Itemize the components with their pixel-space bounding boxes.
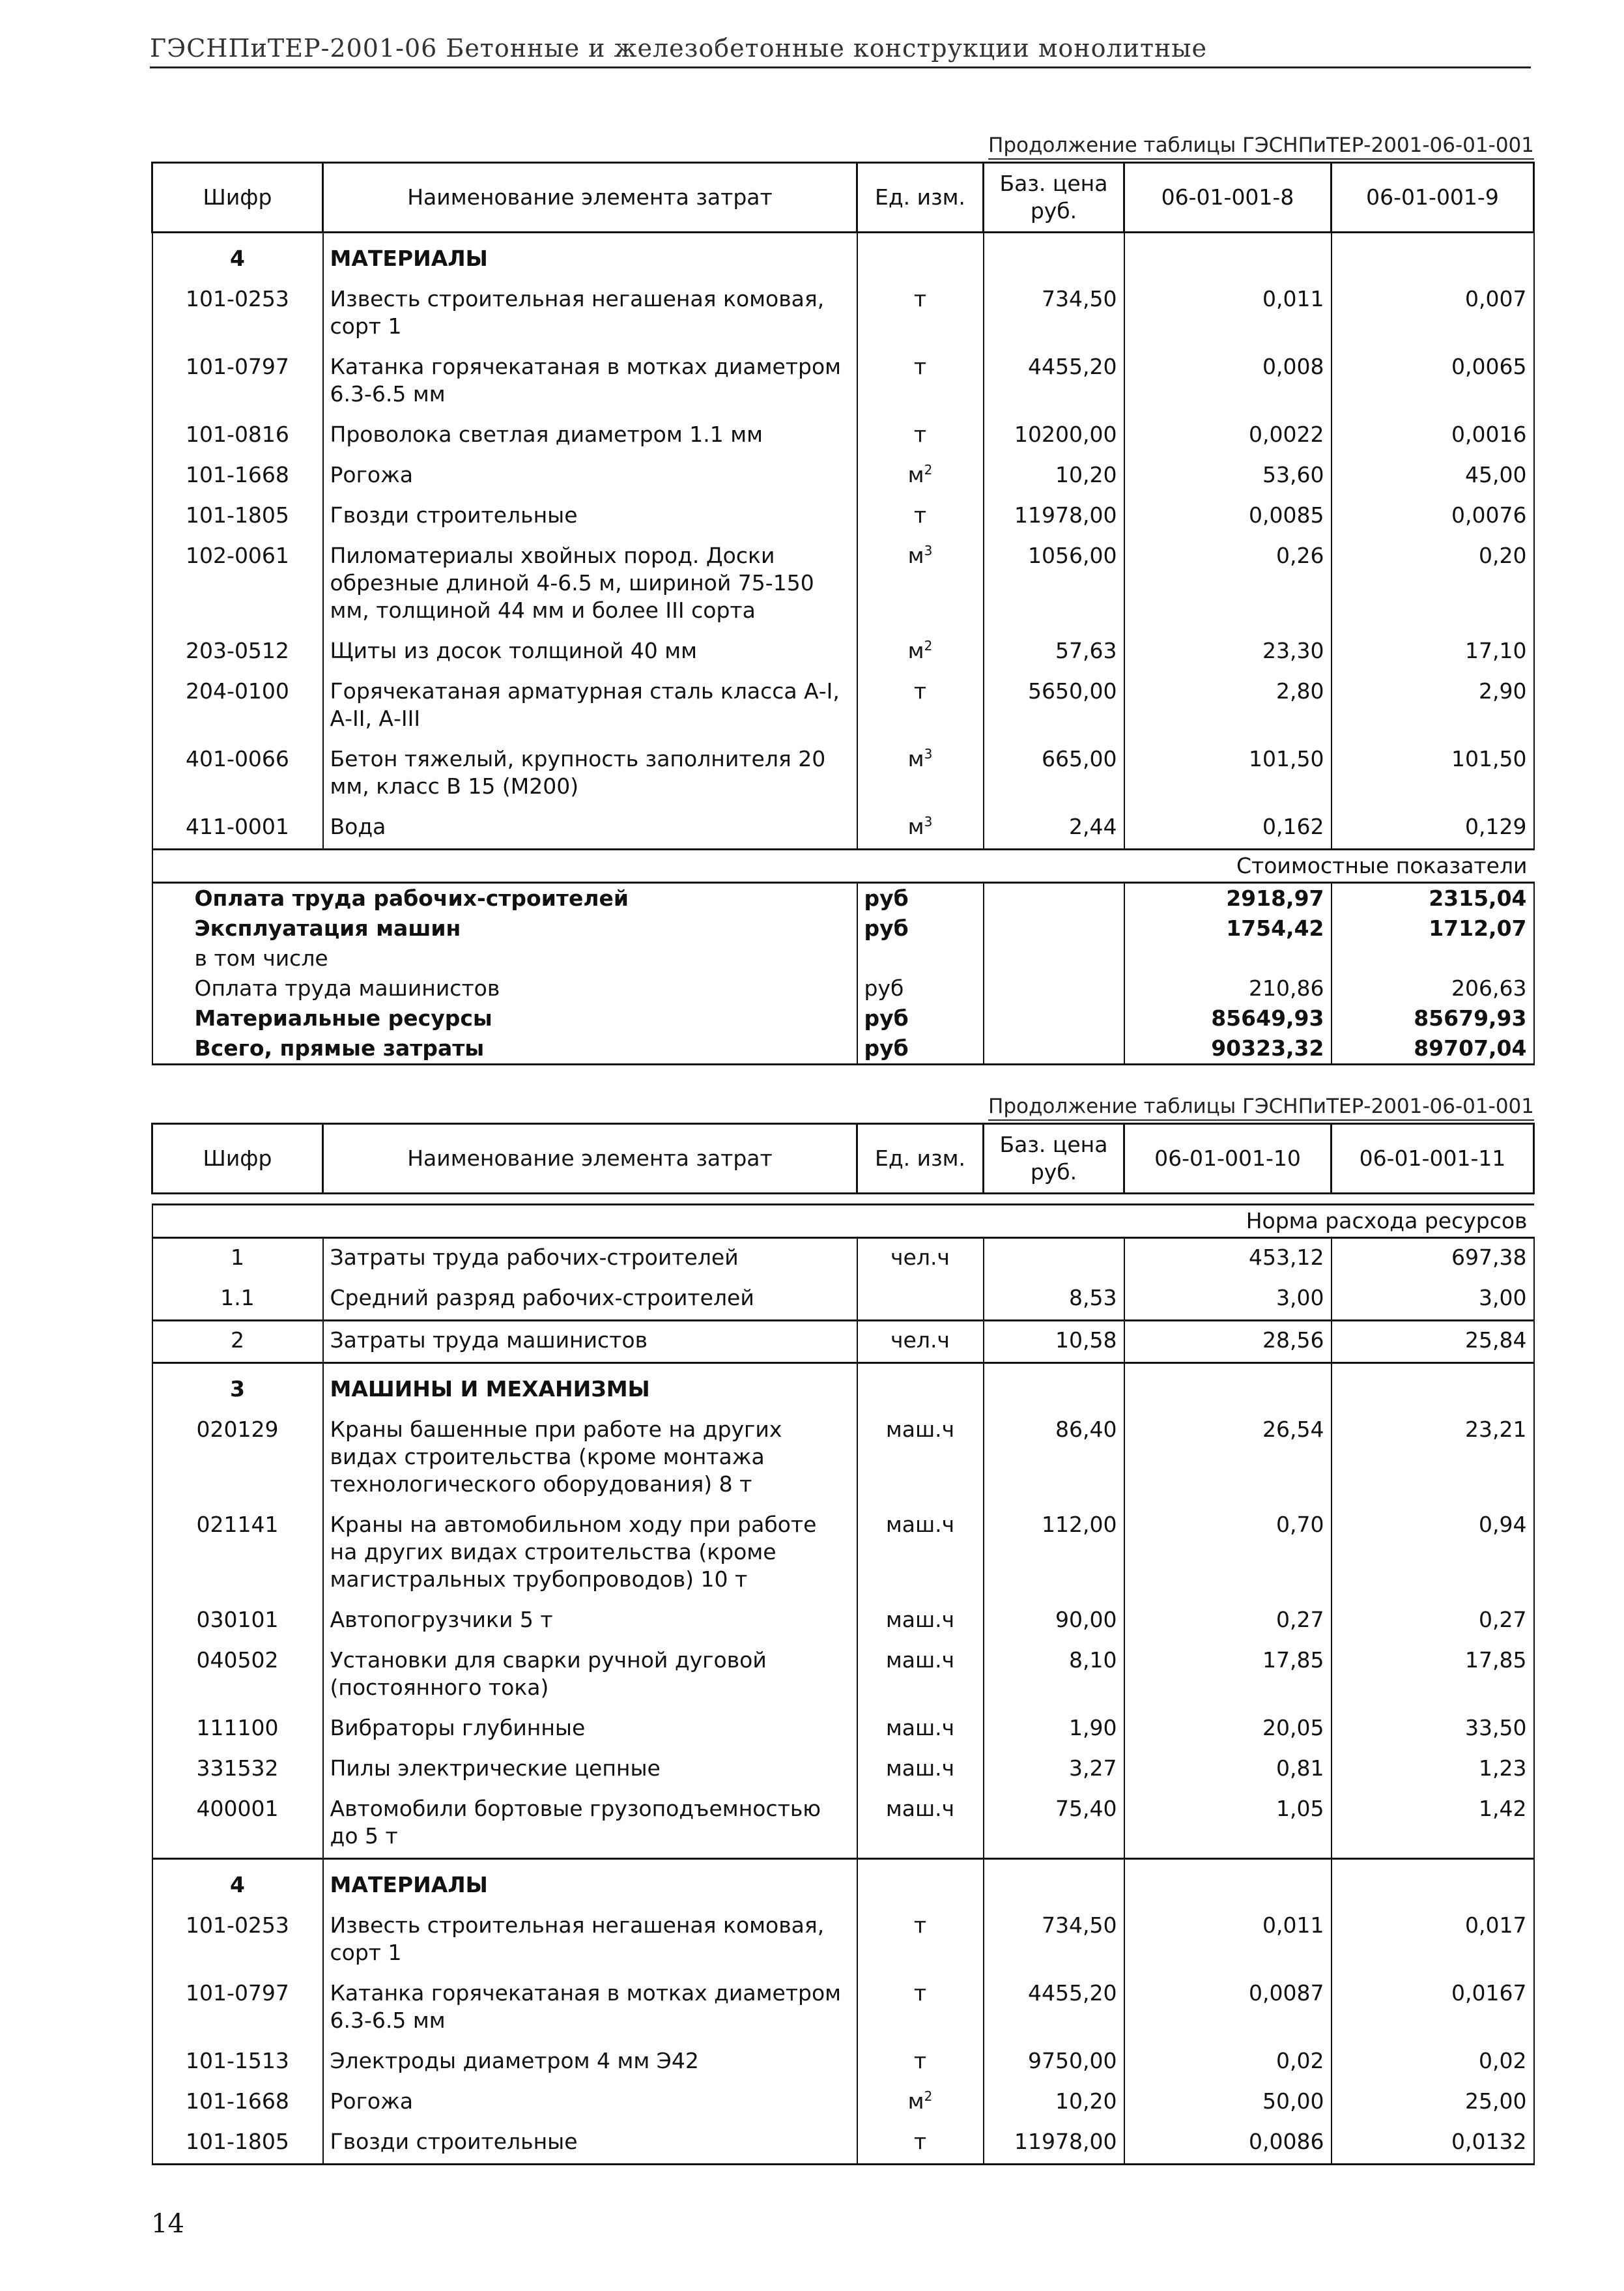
section-heading-row bbox=[152, 233, 1534, 281]
norm-value-a: 28,56 bbox=[1124, 1321, 1332, 1363]
resource-code: 331532 bbox=[152, 1750, 323, 1790]
unit-cell bbox=[857, 1907, 984, 1974]
unit-text: м bbox=[907, 814, 924, 839]
table-row bbox=[152, 1411, 1534, 1506]
col-header-name: Наименование элемента затрат bbox=[323, 163, 857, 233]
resource-name: Затраты труда машинистов bbox=[323, 1321, 857, 1363]
resource-name: Затраты труда рабочих-строителей bbox=[323, 1238, 857, 1280]
unit-cell bbox=[857, 1601, 984, 1641]
col-header-price: Баз. цена руб. bbox=[984, 1124, 1124, 1194]
base-price: 10,20 bbox=[984, 456, 1124, 497]
base-price: 8,10 bbox=[984, 1641, 1124, 1709]
unit-cell bbox=[857, 1321, 984, 1363]
norm-value-b: 697,38 bbox=[1332, 1238, 1534, 1280]
resource-name: Катанка горячекатаная в мотках диаметром 6.3-6.5 мм bbox=[323, 348, 857, 416]
cost-value-a bbox=[1124, 944, 1332, 973]
page-number: 14 bbox=[151, 2209, 184, 2239]
resource-name: Известь строительная негашеная комовая, сорт 1 bbox=[323, 1907, 857, 1974]
empty-cell bbox=[857, 233, 984, 281]
cost-value-a: 210,86 bbox=[1124, 973, 1332, 1003]
cost-row bbox=[152, 1003, 1534, 1033]
norm-value-a: 0,27 bbox=[1124, 1601, 1332, 1641]
resource-name: Пилы электрические цепные bbox=[323, 1750, 857, 1790]
unit-text: м bbox=[907, 638, 924, 663]
base-price: 112,00 bbox=[984, 1506, 1124, 1601]
unit-exponent: 2 bbox=[924, 638, 933, 654]
unit-cell bbox=[857, 2082, 984, 2123]
cost-row bbox=[152, 1033, 1534, 1065]
base-price: 75,40 bbox=[984, 1790, 1124, 1859]
unit-cell bbox=[857, 456, 984, 497]
table-row bbox=[152, 537, 1534, 632]
resource-code: 101-1805 bbox=[152, 2123, 323, 2165]
cost-label: Оплата труда машинистов bbox=[152, 973, 857, 1003]
norm-value-a: 0,0085 bbox=[1124, 497, 1332, 537]
unit-cell bbox=[857, 1238, 984, 1280]
norm-value-b: 0,0076 bbox=[1332, 497, 1534, 537]
cost-indicators-heading bbox=[152, 850, 1534, 883]
section-title: МАТЕРИАЛЫ bbox=[323, 1859, 857, 1907]
norm-value-b: 0,02 bbox=[1332, 2042, 1534, 2082]
norm-value-b: 45,00 bbox=[1332, 456, 1534, 497]
resource-code: 101-1668 bbox=[152, 2082, 323, 2123]
resource-code: 101-1805 bbox=[152, 497, 323, 537]
unit-text: м bbox=[907, 2088, 924, 2114]
unit-cell bbox=[857, 1411, 984, 1506]
base-price: 11978,00 bbox=[984, 497, 1124, 537]
cost-row bbox=[152, 883, 1534, 914]
norm-value-a: 23,30 bbox=[1124, 632, 1332, 672]
table-row bbox=[152, 808, 1534, 850]
cost-value-a: 1754,42 bbox=[1124, 914, 1332, 944]
cost-value-b bbox=[1332, 944, 1534, 973]
norm-value-a: 50,00 bbox=[1124, 2082, 1332, 2123]
resource-code: 101-0797 bbox=[152, 1974, 323, 2042]
unit-cell bbox=[857, 1750, 984, 1790]
section-heading-row bbox=[152, 1363, 1534, 1411]
resource-name: Краны башенные при работе на других видах строительства (кроме монтажа технологического оборудования) 8 т bbox=[323, 1411, 857, 1506]
unit-text: т bbox=[913, 2129, 927, 2154]
cost-label: Эксплуатация машин bbox=[152, 914, 857, 944]
cost-value-b: 1712,07 bbox=[1332, 914, 1534, 944]
base-price: 4455,20 bbox=[984, 348, 1124, 416]
table-row bbox=[152, 348, 1534, 416]
cost-value-b: 206,63 bbox=[1332, 973, 1534, 1003]
unit-text: маш.ч bbox=[885, 1417, 955, 1442]
resource-name: Проволока светлая диаметром 1.1 мм bbox=[323, 416, 857, 456]
norm-value-a: 0,162 bbox=[1124, 808, 1332, 850]
table-row bbox=[152, 497, 1534, 537]
empty-cell bbox=[1124, 1859, 1332, 1907]
table-row bbox=[152, 1790, 1534, 1859]
norm-value-a: 0,81 bbox=[1124, 1750, 1332, 1790]
cost-unit: руб bbox=[857, 914, 984, 944]
base-price: 11978,00 bbox=[984, 2123, 1124, 2165]
unit-text: маш.ч bbox=[885, 1647, 955, 1673]
subheading-cell: Норма расхода ресурсов bbox=[152, 1205, 1534, 1238]
unit-cell bbox=[857, 1506, 984, 1601]
unit-text: м bbox=[907, 462, 924, 487]
empty-cell bbox=[1124, 233, 1332, 281]
resource-code: 1.1 bbox=[152, 1279, 323, 1321]
norm-value-b: 17,10 bbox=[1332, 632, 1534, 672]
norm-value-b: 25,00 bbox=[1332, 2082, 1534, 2123]
norm-value-b: 25,84 bbox=[1332, 1321, 1534, 1363]
cost-value-a: 2918,97 bbox=[1124, 883, 1332, 914]
unit-text: т bbox=[913, 1980, 927, 2006]
norm-value-a: 53,60 bbox=[1124, 456, 1332, 497]
norm-value-a: 1,05 bbox=[1124, 1790, 1332, 1859]
norm-value-a: 0,70 bbox=[1124, 1506, 1332, 1601]
unit-text: т bbox=[913, 286, 927, 311]
table-row bbox=[152, 1601, 1534, 1641]
resource-name: Катанка горячекатаная в мотках диаметром 6.3-6.5 мм bbox=[323, 1974, 857, 2042]
table-row bbox=[152, 1974, 1534, 2042]
col-header-code: Шифр bbox=[152, 163, 323, 233]
resource-code: 111100 bbox=[152, 1709, 323, 1750]
unit-text: маш.ч bbox=[885, 1715, 955, 1740]
unit-exponent: 3 bbox=[924, 746, 933, 762]
section-number: 4 bbox=[152, 1859, 323, 1907]
table-row bbox=[152, 740, 1534, 808]
cost-row bbox=[152, 973, 1534, 1003]
empty-cell bbox=[984, 1363, 1124, 1411]
base-price: 9750,00 bbox=[984, 2042, 1124, 2082]
norm-value-a: 26,54 bbox=[1124, 1411, 1332, 1506]
base-price: 2,44 bbox=[984, 808, 1124, 850]
resource-name: Краны на автомобильном ходу при работе на других видах строительства (кроме магистральных трубопроводов) 10 т bbox=[323, 1506, 857, 1601]
base-price: 10,58 bbox=[984, 1321, 1124, 1363]
base-price: 734,50 bbox=[984, 1907, 1124, 1974]
resource-code: 101-0253 bbox=[152, 280, 323, 348]
unit-cell bbox=[857, 632, 984, 672]
base-price: 90,00 bbox=[984, 1601, 1124, 1641]
table-row bbox=[152, 2123, 1534, 2165]
col-header-unit: Ед. изм. bbox=[857, 163, 984, 233]
empty-cell bbox=[1332, 233, 1534, 281]
section-title: МАТЕРИАЛЫ bbox=[323, 233, 857, 281]
unit-text: маш.ч bbox=[885, 1512, 955, 1537]
unit-cell bbox=[857, 2123, 984, 2165]
norm-value-b: 0,27 bbox=[1332, 1601, 1534, 1641]
resource-table-1 bbox=[151, 162, 1535, 1065]
resource-code: 101-0253 bbox=[152, 1907, 323, 1974]
unit-cell bbox=[857, 808, 984, 850]
unit-cell bbox=[857, 1974, 984, 2042]
cost-row bbox=[152, 944, 1534, 973]
col-header-variant-b: 06-01-001-9 bbox=[1332, 163, 1534, 233]
norm-value-a: 0,011 bbox=[1124, 1907, 1332, 1974]
resource-name: Бетон тяжелый, крупность заполнителя 20 мм, класс В 15 (М200) bbox=[323, 740, 857, 808]
unit-cell bbox=[857, 280, 984, 348]
unit-text: м bbox=[907, 543, 924, 568]
norm-value-a: 2,80 bbox=[1124, 672, 1332, 740]
norm-value-b: 0,20 bbox=[1332, 537, 1534, 632]
norm-value-b: 0,94 bbox=[1332, 1506, 1534, 1601]
base-price: 57,63 bbox=[984, 632, 1124, 672]
norm-value-b: 0,0016 bbox=[1332, 416, 1534, 456]
empty-cell bbox=[1124, 1363, 1332, 1411]
norm-value-b: 0,0132 bbox=[1332, 2123, 1534, 2165]
col-header-variant-a: 06-01-001-10 bbox=[1124, 1124, 1332, 1194]
cost-label: в том числе bbox=[152, 944, 857, 973]
unit-cell bbox=[857, 497, 984, 537]
table-row bbox=[152, 672, 1534, 740]
resource-code: 040502 bbox=[152, 1641, 323, 1709]
table-row bbox=[152, 280, 1534, 348]
resource-name: Вибраторы глубинные bbox=[323, 1709, 857, 1750]
cost-label: Всего, прямые затраты bbox=[152, 1033, 857, 1065]
resource-name: Рогожа bbox=[323, 2082, 857, 2123]
norm-value-a: 0,0086 bbox=[1124, 2123, 1332, 2165]
base-price bbox=[984, 1238, 1124, 1280]
norm-value-b: 2,90 bbox=[1332, 672, 1534, 740]
unit-text: чел.ч bbox=[890, 1327, 950, 1353]
base-price: 665,00 bbox=[984, 740, 1124, 808]
norm-heading bbox=[152, 1205, 1534, 1238]
unit-cell bbox=[857, 2042, 984, 2082]
cost-unit: руб bbox=[857, 973, 984, 1003]
cost-unit: руб bbox=[857, 1003, 984, 1033]
table-row bbox=[152, 1907, 1534, 1974]
resource-code: 204-0100 bbox=[152, 672, 323, 740]
norm-value-b: 0,0167 bbox=[1332, 1974, 1534, 2042]
resource-code: 401-0066 bbox=[152, 740, 323, 808]
base-price: 10200,00 bbox=[984, 416, 1124, 456]
table-row bbox=[152, 2042, 1534, 2082]
empty-cell bbox=[984, 914, 1124, 944]
subheading-cell: Стоимостные показатели bbox=[152, 850, 1534, 883]
empty-cell bbox=[984, 973, 1124, 1003]
resource-name: Известь строительная негашеная комовая, сорт 1 bbox=[323, 280, 857, 348]
table-row bbox=[152, 1641, 1534, 1709]
norm-value-a: 3,00 bbox=[1124, 1279, 1332, 1321]
table-row bbox=[152, 1238, 1534, 1280]
table-row bbox=[152, 632, 1534, 672]
norm-value-b: 23,21 bbox=[1332, 1411, 1534, 1506]
unit-exponent: 2 bbox=[924, 2088, 933, 2104]
table-row bbox=[152, 2082, 1534, 2123]
unit-text: т bbox=[913, 2048, 927, 2073]
table-row bbox=[152, 1279, 1534, 1321]
empty-cell bbox=[984, 944, 1124, 973]
unit-text: т bbox=[913, 678, 927, 704]
norm-value-a: 0,0087 bbox=[1124, 1974, 1332, 2042]
empty-cell bbox=[984, 1859, 1124, 1907]
base-price: 8,53 bbox=[984, 1279, 1124, 1321]
unit-text: маш.ч bbox=[885, 1796, 955, 1821]
empty-cell bbox=[857, 1363, 984, 1411]
unit-text: т bbox=[913, 422, 927, 447]
resource-code: 101-0816 bbox=[152, 416, 323, 456]
table2-caption: Продолжение таблицы ГЭСНПиТЕР-2001-06-01-001 bbox=[988, 1095, 1534, 1121]
col-header-variant-a: 06-01-001-8 bbox=[1124, 163, 1332, 233]
norm-value-b: 0,0065 bbox=[1332, 348, 1534, 416]
norm-value-a: 0,011 bbox=[1124, 280, 1332, 348]
unit-text: маш.ч bbox=[885, 1755, 955, 1781]
norm-value-b: 1,42 bbox=[1332, 1790, 1534, 1859]
norm-value-a: 101,50 bbox=[1124, 740, 1332, 808]
unit-text: т bbox=[913, 1912, 927, 1938]
resource-name: Автомобили бортовые грузоподъемностью до 5 т bbox=[323, 1790, 857, 1859]
base-price: 1,90 bbox=[984, 1709, 1124, 1750]
cost-row bbox=[152, 914, 1534, 944]
section-number: 4 bbox=[152, 233, 323, 281]
table-row bbox=[152, 1750, 1534, 1790]
col-header-price: Баз. цена руб. bbox=[984, 163, 1124, 233]
resource-name: Средний разряд рабочих-строителей bbox=[323, 1279, 857, 1321]
section-number: 3 bbox=[152, 1363, 323, 1411]
table-row bbox=[152, 1506, 1534, 1601]
empty-cell bbox=[984, 883, 1124, 914]
base-price: 734,50 bbox=[984, 280, 1124, 348]
norm-value-b: 33,50 bbox=[1332, 1709, 1534, 1750]
resource-code: 020129 bbox=[152, 1411, 323, 1506]
unit-cell bbox=[857, 348, 984, 416]
resource-name: Рогожа bbox=[323, 456, 857, 497]
unit-cell bbox=[857, 537, 984, 632]
norm-value-a: 0,008 bbox=[1124, 348, 1332, 416]
empty-cell bbox=[857, 1859, 984, 1907]
resource-code: 2 bbox=[152, 1321, 323, 1363]
resource-code: 400001 bbox=[152, 1790, 323, 1859]
unit-cell bbox=[857, 416, 984, 456]
norm-value-b: 3,00 bbox=[1332, 1279, 1534, 1321]
norm-value-b: 1,23 bbox=[1332, 1750, 1534, 1790]
cost-unit bbox=[857, 944, 984, 973]
unit-cell bbox=[857, 1641, 984, 1709]
resource-name: Пиломатериалы хвойных пород. Доски обрезные длиной 4-6.5 м, шириной 75-150 мм, толщиной 44 мм и более III сорта bbox=[323, 537, 857, 632]
cost-label: Оплата труда рабочих-строителей bbox=[152, 883, 857, 914]
empty-cell bbox=[984, 1033, 1124, 1065]
empty-cell bbox=[1332, 1859, 1534, 1907]
base-price: 86,40 bbox=[984, 1411, 1124, 1506]
norm-value-a: 0,0022 bbox=[1124, 416, 1332, 456]
resource-code: 030101 bbox=[152, 1601, 323, 1641]
resource-name: Горячекатаная арматурная сталь класса А-I, А-II, А-III bbox=[323, 672, 857, 740]
cost-value-a: 90323,32 bbox=[1124, 1033, 1332, 1065]
resource-name: Электроды диаметром 4 мм Э42 bbox=[323, 2042, 857, 2082]
running-header: ГЭСНПиТЕР-2001-06 Бетонные и железобетонные конструкции монолитные bbox=[150, 34, 1531, 68]
unit-cell bbox=[857, 740, 984, 808]
empty-cell bbox=[152, 1194, 1534, 1205]
col-header-unit: Ед. изм. bbox=[857, 1124, 984, 1194]
resource-code: 101-1668 bbox=[152, 456, 323, 497]
cost-value-b: 85679,93 bbox=[1332, 1003, 1534, 1033]
unit-text: чел.ч bbox=[890, 1245, 950, 1270]
resource-code: 1 bbox=[152, 1238, 323, 1280]
resource-code: 102-0061 bbox=[152, 537, 323, 632]
base-price: 10,20 bbox=[984, 2082, 1124, 2123]
section-heading-row bbox=[152, 1859, 1534, 1907]
col-header-code: Шифр bbox=[152, 1124, 323, 1194]
resource-name: Установки для сварки ручной дуговой (постоянного тока) bbox=[323, 1641, 857, 1709]
resource-code: 203-0512 bbox=[152, 632, 323, 672]
base-price: 5650,00 bbox=[984, 672, 1124, 740]
table-row bbox=[152, 416, 1534, 456]
spacer-row bbox=[152, 1194, 1534, 1205]
cost-value-a: 85649,93 bbox=[1124, 1003, 1332, 1033]
unit-exponent: 2 bbox=[924, 462, 933, 478]
unit-cell bbox=[857, 672, 984, 740]
unit-exponent: 3 bbox=[924, 543, 933, 558]
unit-cell bbox=[857, 1709, 984, 1750]
norm-value-b: 17,85 bbox=[1332, 1641, 1534, 1709]
resource-name: Автопогрузчики 5 т bbox=[323, 1601, 857, 1641]
unit-cell bbox=[857, 1790, 984, 1859]
col-header-name: Наименование элемента затрат bbox=[323, 1124, 857, 1194]
unit-cell bbox=[857, 1279, 984, 1321]
resource-code: 411-0001 bbox=[152, 808, 323, 850]
empty-cell bbox=[1332, 1363, 1534, 1411]
table-row bbox=[152, 1321, 1534, 1363]
resource-name: Гвозди строительные bbox=[323, 497, 857, 537]
empty-cell bbox=[984, 1003, 1124, 1033]
resource-name: Гвозди строительные bbox=[323, 2123, 857, 2165]
norm-value-a: 17,85 bbox=[1124, 1641, 1332, 1709]
section-title: МАШИНЫ И МЕХАНИЗМЫ bbox=[323, 1363, 857, 1411]
cost-value-b: 2315,04 bbox=[1332, 883, 1534, 914]
norm-value-b: 0,129 bbox=[1332, 808, 1534, 850]
unit-text: маш.ч bbox=[885, 1607, 955, 1632]
norm-value-a: 453,12 bbox=[1124, 1238, 1332, 1280]
cost-label: Материальные ресурсы bbox=[152, 1003, 857, 1033]
resource-name: Щиты из досок толщиной 40 мм bbox=[323, 632, 857, 672]
resource-code: 101-1513 bbox=[152, 2042, 323, 2082]
cost-unit: руб bbox=[857, 883, 984, 914]
unit-text: т bbox=[913, 502, 927, 528]
resource-name: Вода bbox=[323, 808, 857, 850]
norm-value-a: 0,02 bbox=[1124, 2042, 1332, 2082]
resource-code: 101-0797 bbox=[152, 348, 323, 416]
cost-value-b: 89707,04 bbox=[1332, 1033, 1534, 1065]
base-price: 3,27 bbox=[984, 1750, 1124, 1790]
base-price: 1056,00 bbox=[984, 537, 1124, 632]
col-header-variant-b: 06-01-001-11 bbox=[1332, 1124, 1534, 1194]
unit-text: т bbox=[913, 354, 927, 379]
unit-text: м bbox=[907, 746, 924, 771]
norm-value-a: 0,26 bbox=[1124, 537, 1332, 632]
norm-value-b: 101,50 bbox=[1332, 740, 1534, 808]
base-price: 4455,20 bbox=[984, 1974, 1124, 2042]
empty-cell bbox=[984, 233, 1124, 281]
resource-table-2 bbox=[151, 1123, 1535, 2165]
norm-value-b: 0,017 bbox=[1332, 1907, 1534, 1974]
norm-value-a: 20,05 bbox=[1124, 1709, 1332, 1750]
unit-exponent: 3 bbox=[924, 814, 933, 829]
table1-caption: Продолжение таблицы ГЭСНПиТЕР-2001-06-01-001 bbox=[988, 134, 1534, 160]
table-row bbox=[152, 456, 1534, 497]
norm-value-b: 0,007 bbox=[1332, 280, 1534, 348]
cost-unit: руб bbox=[857, 1033, 984, 1065]
table-row bbox=[152, 1709, 1534, 1750]
resource-code: 021141 bbox=[152, 1506, 323, 1601]
